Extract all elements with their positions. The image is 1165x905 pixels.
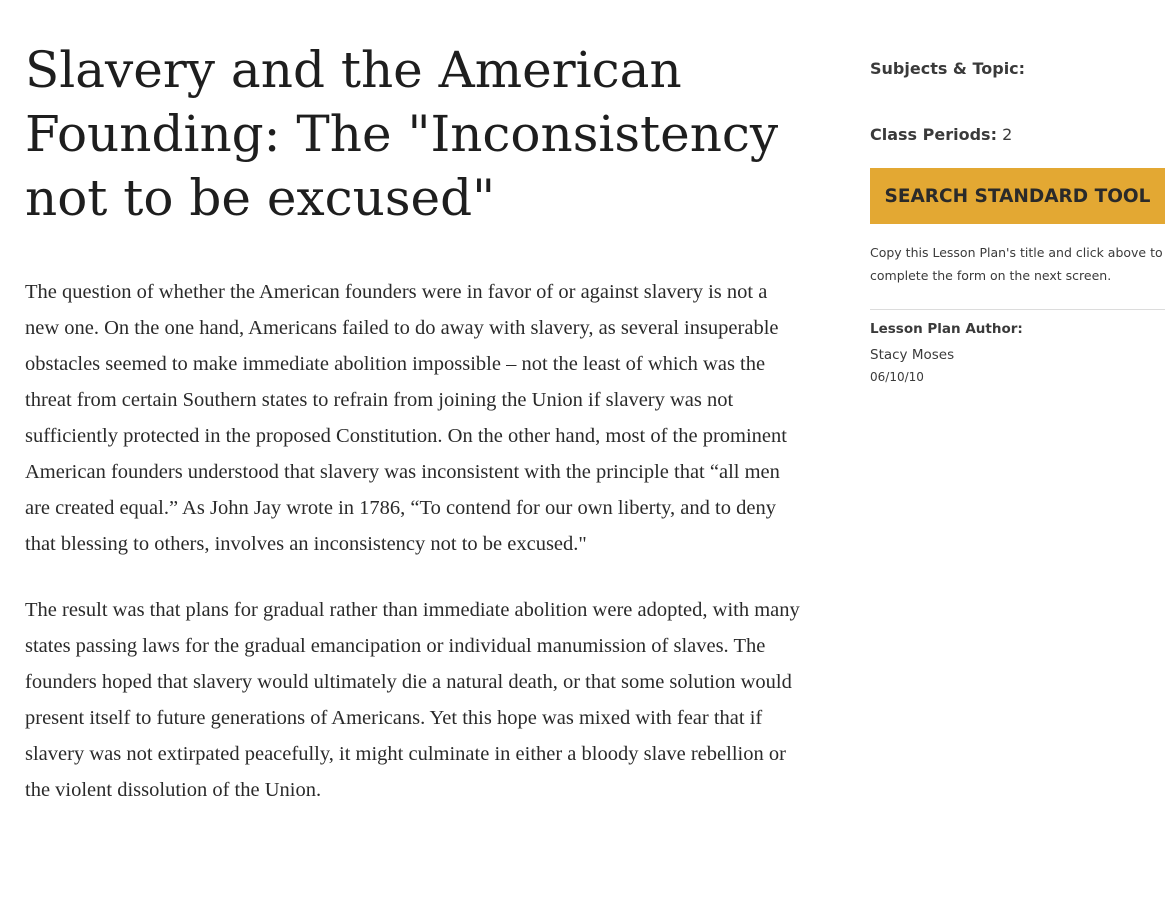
page-title: Slavery and the American Founding: The "Inconsistency not to be excused": [25, 41, 779, 227]
lesson-sidebar: [870, 56, 1165, 385]
subjects-topic-label: Subjects & Topic:: [870, 59, 1026, 78]
article-paragraph-1: The question of whether the American founders were in favor of or against slavery is not a new one. On the one hand, Americans failed to do away with slavery, as several insuperable obstacles seemed to make immediate abolition impossible – not the least of which was the threat from certain Southern states to refrain from joining the Union if slavery was not sufficiently protected in the proposed Constitution. On the other hand, most of the prominent American founders understood that slavery was inconsistent with the principle that “all men are created equal.” As John Jay wrote in 1786, “To contend for our own liberty, and to deny that blessing to others, involves an inconsistency not to be excused.": [25, 281, 787, 555]
class-periods-label: Class Periods:: [870, 125, 997, 144]
article-main: [25, 38, 805, 808]
search-standard-tool-button[interactable]: SEARCH STANDARD TOOL: [870, 168, 1165, 224]
subjects-topic-row: [870, 56, 1165, 82]
author-label: Lesson Plan Author:: [870, 321, 1023, 337]
author-name: Stacy Moses: [870, 347, 955, 363]
author-date: 06/10/10: [870, 370, 924, 384]
article-paragraph-2: The result was that plans for gradual rather than immediate abolition were adopted, with many states passing laws for the gradual emancipation or individual manumission of slaves. The founders hoped that slavery would ultimately die a natural death, or that some solution would present itself to future generations of Americans. Yet this hope was mixed with fear that if slavery was not extirpated peacefully, it might culminate in either a bloody slave rebellion or the violent dissolution of the Union.: [25, 599, 800, 801]
class-periods-value: 2: [1002, 125, 1013, 144]
author-block: [870, 319, 1165, 385]
class-periods-row: [870, 122, 1165, 148]
search-help-text: Copy this Lesson Plan's title and click above to complete the form on the next screen.: [870, 241, 1165, 310]
